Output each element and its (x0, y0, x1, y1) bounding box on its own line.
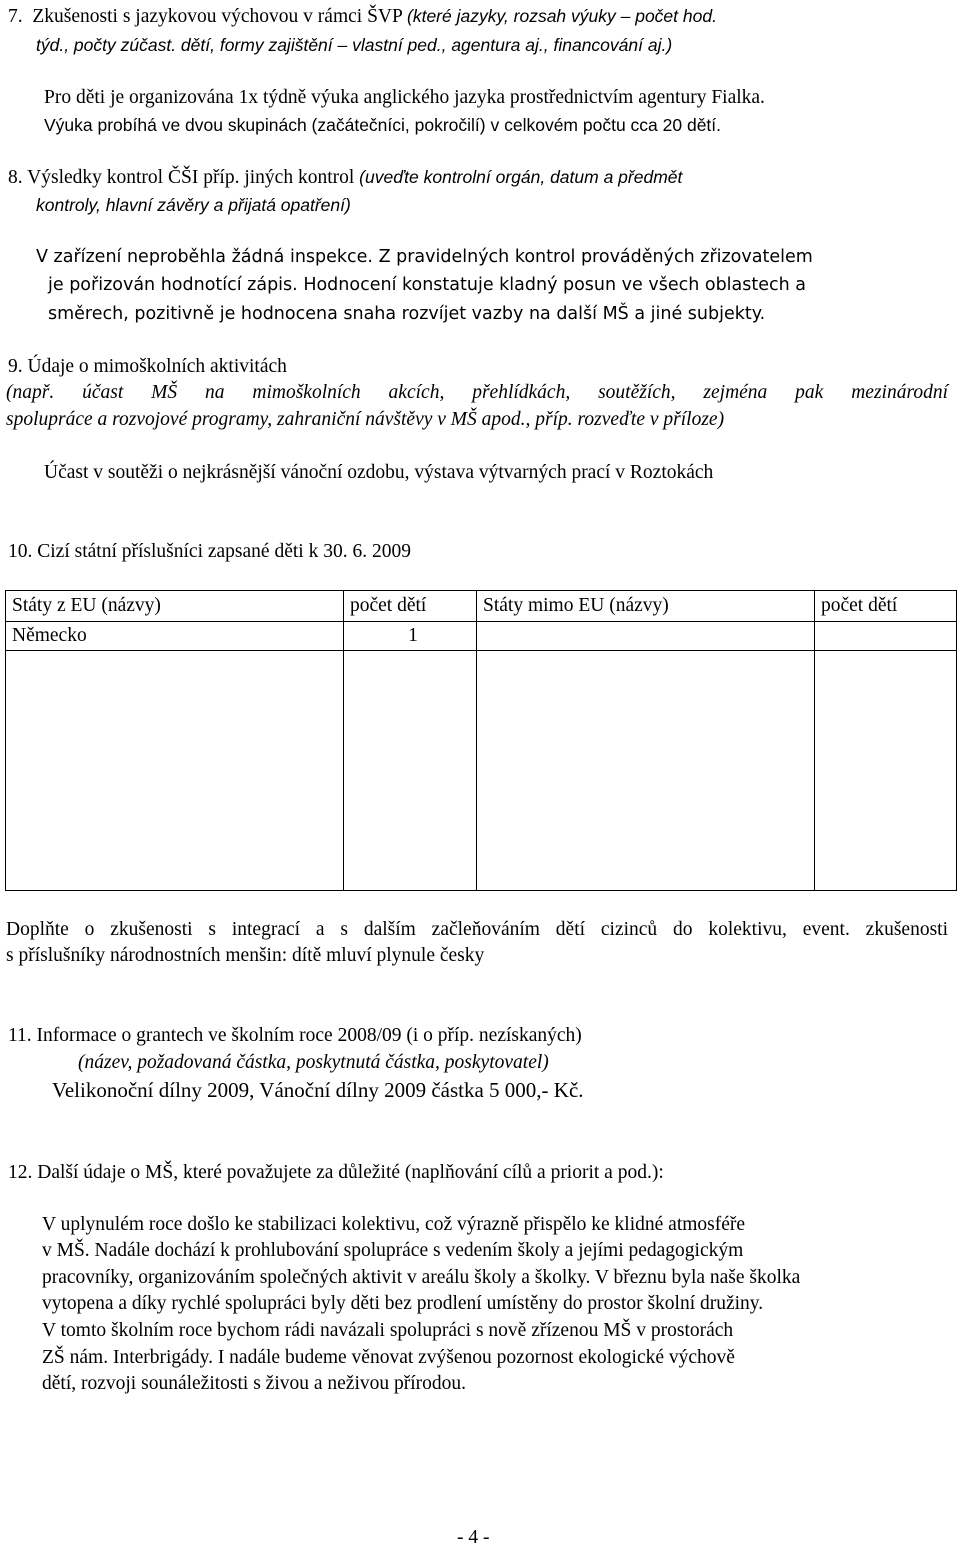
section7-body-line2: Výuka probíhá ve dvou skupinách (začátečníci, pokročilí) v celkovém počtu cca 20 dětí. (44, 115, 722, 135)
table-header-row (6, 591, 957, 622)
table-cell (6, 651, 344, 891)
section12-body-line: pracovníky, organizováním společných aktivit v areálu školy a školky. V březnu byla naše školka (42, 1267, 801, 1288)
section7-heading (8, 4, 717, 29)
header-eu-count: počet dětí (344, 591, 477, 622)
section9-note-line1: (např. účast MŠ na mimoškolních akcích, přehlídkách, soutěžích, zejména pak mezinárodní (6, 382, 948, 403)
table-cell (344, 651, 477, 891)
section8-evaluation: Hodnocení konstatuje kladný posun ve všech oblastech a (303, 275, 807, 295)
section11-body: Velikonoční dílny 2009, Vánoční dílny 2009 částka 5 000,- Kč. (52, 1078, 584, 1102)
table-row (6, 622, 957, 651)
section8-body-line2 (48, 273, 806, 297)
section11-heading: 11. Informace o grantech ve školním roce 2008/09 (i o příp. nezískaných) (8, 1025, 582, 1046)
section8-inspection: V zařízení neproběhla žádná inspekce. (36, 247, 373, 267)
section7-note-part1: (které jazyky, rozsah výuky – počet hod. (407, 6, 717, 26)
table-cell (815, 651, 957, 891)
section8-founder-control: Z pravidelných kontrol prováděných zřizovatelem (378, 247, 813, 267)
section9-body: Účast v soutěži o nejkrásnější vánoční ozdobu, výstava výtvarných prací v Roztokách (44, 462, 714, 483)
section12-body-line: v MŠ. Nadále dochází k prohlubování spolupráce s vedením školy a jejími pedagogickým (42, 1240, 744, 1261)
foreign-children-table (5, 590, 957, 891)
table-cell: 1 (344, 622, 477, 651)
section8-title: 8. Výsledky kontrol ČŠI příp. jiných kontrol (8, 167, 355, 188)
table-cell (815, 622, 957, 651)
section9-heading: 9. Údaje o mimoškolních aktivitách (8, 356, 287, 377)
section12-body-line: vytopena a díky rychlé spolupráci byly děti bez prodlení umístěny do prostor školní družiny. (42, 1293, 764, 1314)
section12-body-line: V uplynulém roce došlo ke stabilizaci kolektivu, což výrazně přispělo ke klidné atmosféře (42, 1214, 746, 1235)
page-number: - 4 - (457, 1527, 490, 1548)
section8-record: je pořizován hodnotící zápis. (48, 275, 298, 295)
section10-note-line2: s příslušníky národnostních menšin: dítě mluví plynule česky (6, 945, 485, 966)
section8-note-part2: kontroly, hlavní závěry a přijatá opatření) (36, 195, 351, 215)
table-cell: Německo (6, 622, 344, 651)
table-cell (477, 622, 815, 651)
section7-body-line1: Pro děti je organizována 1x týdně výuka anglického jazyka prostřednictvím agentury Fialka. (44, 87, 765, 108)
section10-heading: 10. Cizí státní příslušníci zapsané děti k 30. 6. 2009 (8, 541, 411, 562)
section8-body-line1 (36, 245, 813, 269)
table-row (6, 651, 957, 891)
section7-number: 7. (8, 6, 23, 27)
section12-body-line: V tomto školním roce bychom rádi navázali spolupráci s nově zřízenou MŠ v prostorách (42, 1320, 734, 1341)
section10-note-line1: Doplňte o zkušenosti s integrací a s dalším začleňováním dětí cizinců do kolektivu, event. zkušenosti (6, 919, 948, 940)
section11-note: (název, požadovaná částka, poskytnutá částka, poskytovatel) (78, 1052, 549, 1073)
section7-title: Zkušenosti s jazykovou výchovou v rámci ŠVP (32, 6, 403, 27)
header-non-eu-states: Státy mimo EU (názvy) (477, 591, 815, 622)
section12-heading: 12. Další údaje o MŠ, které považujete za důležité (naplňování cílů a priorit a pod.): (8, 1162, 664, 1183)
section7-note-part2: týd., počty zúčast. dětí, formy zajištění – vlastní ped., agentura aj., financování aj.) (36, 35, 673, 55)
section12-body-line: dětí, rozvoji sounáležitosti s živou a neživou přírodou. (42, 1373, 467, 1394)
section12-body-line: ZŠ nám. Interbrigády. I nadále budeme věnovat zvýšenou pozornost ekologické výchově (42, 1347, 735, 1368)
section8-note-part1: (uveďte kontrolní orgán, datum a předmět (359, 167, 683, 187)
header-non-eu-count: počet dětí (815, 591, 957, 622)
section8-heading (8, 165, 682, 190)
table-cell (477, 651, 815, 891)
section8-body-line3: směrech, pozitivně je hodnocena snaha rozvíjet vazby na další MŠ a jiné subjekty. (48, 304, 766, 324)
header-eu-states: Státy z EU (názvy) (6, 591, 344, 622)
section9-note-line2: spolupráce a rozvojové programy, zahraniční návštěvy v MŠ apod., příp. rozveďte v příloze) (6, 409, 725, 430)
